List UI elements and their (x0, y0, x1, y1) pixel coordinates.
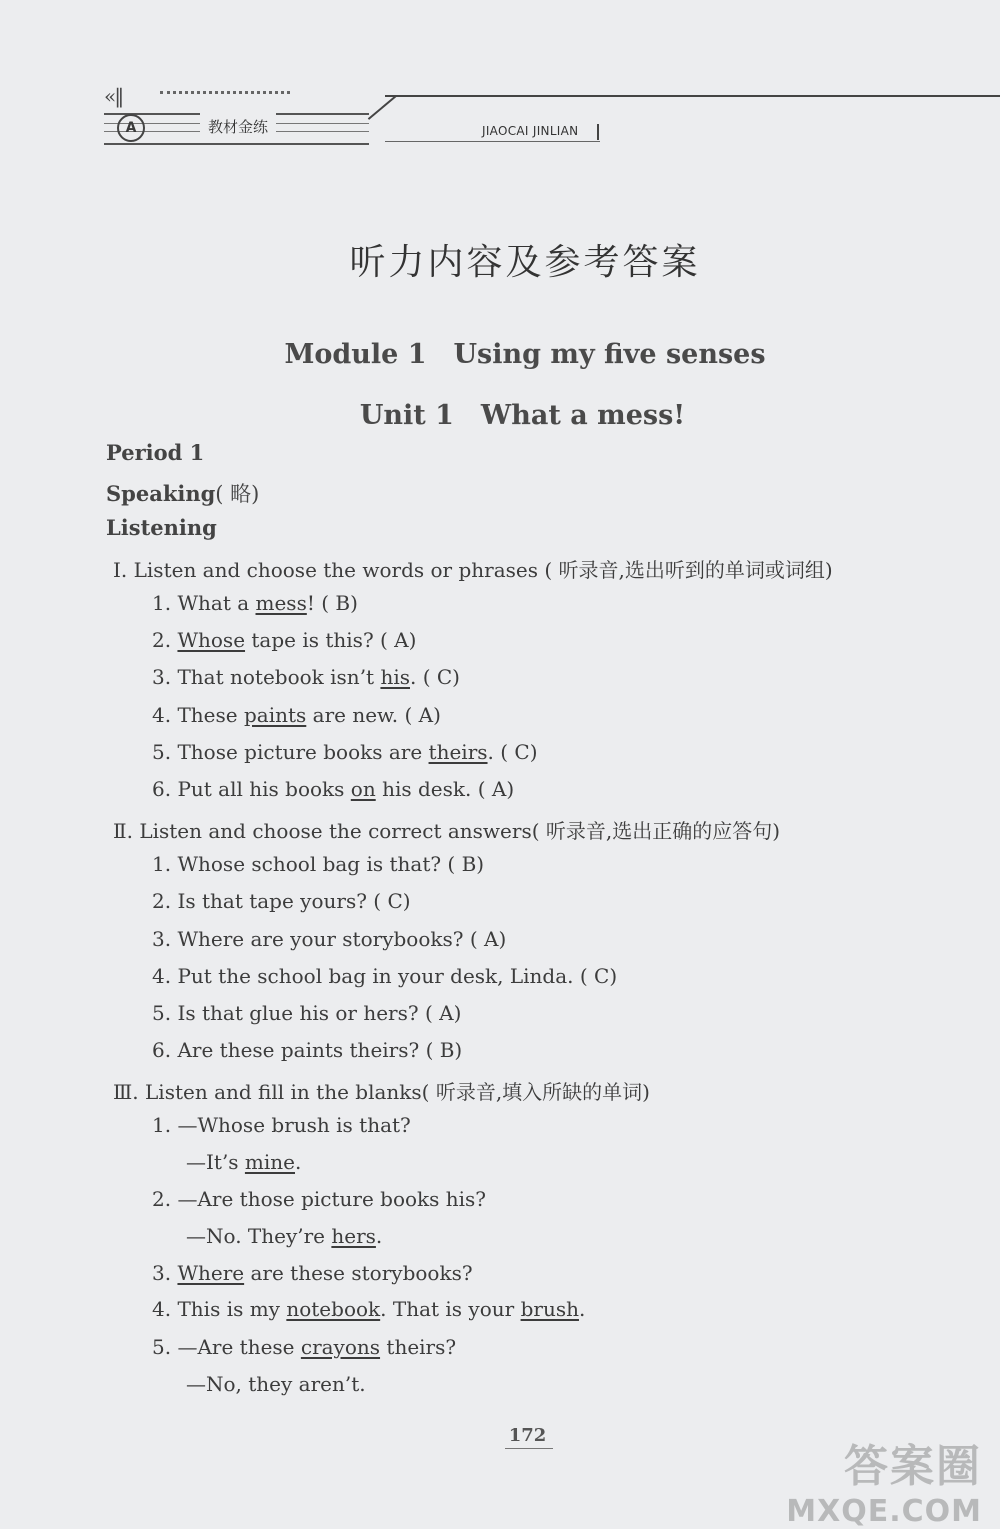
item-text: Is that glue his or hers? ( A) (177, 1001, 462, 1025)
answer-keyword: paints (243, 703, 307, 727)
section-numeral: Ⅰ. (113, 558, 128, 582)
item-number: 4. (152, 964, 172, 988)
page-number: 172 (508, 1425, 547, 1446)
item-text: are these storybooks? (244, 1261, 473, 1285)
answer-keyword: theirs (428, 740, 488, 764)
item-text: . (295, 1150, 302, 1174)
answer-item (152, 1001, 461, 1025)
item-text: . That is your (380, 1297, 521, 1321)
answer-item (152, 1335, 456, 1359)
series-name: 教材金练 (200, 113, 276, 141)
answer-item (152, 1261, 473, 1285)
item-text: —Are these (177, 1335, 301, 1359)
item-number: 5. (152, 1335, 172, 1359)
answer-keyword: crayons (300, 1335, 381, 1359)
answer-keyword: hers (331, 1224, 376, 1248)
answer-keyword: notebook (286, 1297, 381, 1321)
header-end-bar (597, 124, 599, 140)
item-number: 1. (152, 591, 172, 615)
series-pinyin: JIAOCAI JINLIAN (482, 124, 579, 138)
item-text: —No, they aren’t. (186, 1372, 366, 1396)
answer-item (152, 665, 460, 689)
item-text: —Whose brush is that? (177, 1113, 411, 1137)
item-text: Put the school bag in your desk, Linda. ( C) (177, 964, 618, 988)
item-text: Where are your storybooks? ( A) (177, 927, 507, 951)
answer-item (152, 628, 416, 652)
item-text: . (375, 1224, 383, 1248)
page-title: 听力内容及参考答案 (349, 242, 701, 283)
answer-item (152, 852, 484, 876)
item-text: . ( C) (410, 665, 460, 689)
item-number: 1. (152, 1113, 172, 1137)
answer-keyword: Whose (177, 628, 246, 652)
header-top-rule (385, 95, 1000, 97)
answer-item (152, 927, 506, 951)
item-text: Are these paints theirs? ( B) (177, 1038, 463, 1062)
item-number: 6. (152, 777, 172, 801)
item-number: 1. (152, 852, 172, 876)
item-number: 6. (152, 1038, 172, 1062)
item-text: are new. ( A) (306, 703, 441, 727)
section-1-instruction (113, 554, 833, 583)
answer-item (152, 1187, 486, 1211)
answer-keyword: his (380, 665, 410, 689)
item-number: 3. (152, 927, 172, 951)
item-text: ! ( B) (306, 591, 358, 615)
item-text: . ( C) (487, 740, 538, 764)
item-number: 3. (152, 1261, 172, 1285)
series-logo-icon: A (117, 114, 145, 142)
module-heading: Module 1 Using my five senses (284, 339, 766, 370)
period-heading: Period 1 (106, 440, 205, 465)
item-text: —Are those picture books his? (177, 1187, 487, 1211)
item-number: 5. (152, 1001, 172, 1025)
answer-keyword: on (350, 777, 376, 801)
answer-keyword: mine (244, 1150, 295, 1174)
section-numeral: Ⅲ. (113, 1080, 139, 1104)
item-text: That notebook isn’t (177, 665, 381, 689)
page-header (0, 0, 1000, 160)
item-text: —It’s (186, 1150, 245, 1174)
header-bottom-rule (385, 141, 600, 142)
speaking-label: Speaking (106, 481, 216, 506)
dotted-rule (160, 91, 290, 94)
item-number: 5. (152, 740, 172, 764)
answer-item (152, 740, 538, 764)
answer-keyword: mess (255, 591, 307, 615)
chevron-icon: «‖ (104, 84, 123, 108)
item-text: Put all his books (177, 777, 351, 801)
instruction-text: Listen and choose the words or phrases ( 听录音,选出听到的单词或词组) (133, 558, 833, 582)
answer-item (152, 703, 441, 727)
listening-heading: Listening (106, 515, 217, 540)
instruction-text: Listen and fill in the blanks( 听录音,填入所缺的单词) (145, 1080, 650, 1104)
answer-item (152, 591, 358, 615)
item-text: . (578, 1297, 586, 1321)
section-2-instruction (113, 815, 780, 844)
section-3-instruction (113, 1076, 650, 1105)
answer-item (152, 1113, 411, 1137)
item-text: theirs? (380, 1335, 457, 1359)
item-text: his desk. ( A) (375, 777, 515, 801)
item-number: 2. (152, 1187, 172, 1211)
item-text: Whose school bag is that? ( B) (177, 852, 485, 876)
item-text: —No. They’re (186, 1224, 332, 1248)
answer-keyword: brush (520, 1297, 579, 1321)
answer-item (186, 1150, 301, 1174)
answer-item (152, 1038, 462, 1062)
answer-item (186, 1224, 382, 1248)
item-text: Those picture books are (177, 740, 429, 764)
item-text: Is that tape yours? ( C) (177, 889, 411, 913)
speaking-note: ( 略) (215, 482, 260, 506)
item-text: tape is this? ( A) (245, 628, 417, 652)
instruction-text: Listen and choose the correct answers( 听录音,选出正确的应答句) (139, 819, 781, 843)
answer-item (152, 964, 617, 988)
watermark-url: MXQE.COM (786, 1494, 982, 1529)
page-number-ornament (505, 1448, 553, 1449)
item-number: 2. (152, 889, 172, 913)
unit-heading: Unit 1 What a mess! (359, 400, 686, 431)
header-slant-rule (368, 95, 397, 120)
watermark-logo: 答案圈 (844, 1441, 982, 1492)
answer-keyword: Where (177, 1261, 245, 1285)
speaking-heading (106, 478, 259, 508)
answer-item (152, 1297, 585, 1321)
item-text: What a (177, 591, 256, 615)
section-numeral: Ⅱ. (113, 819, 133, 843)
item-number: 4. (152, 703, 172, 727)
answer-item (186, 1372, 366, 1396)
answer-item (152, 889, 411, 913)
item-text: This is my (177, 1297, 287, 1321)
watermark (786, 1430, 982, 1529)
item-number: 3. (152, 665, 172, 689)
answer-item (152, 777, 514, 801)
item-text: These (177, 703, 244, 727)
item-number: 2. (152, 628, 172, 652)
item-number: 4. (152, 1297, 172, 1321)
